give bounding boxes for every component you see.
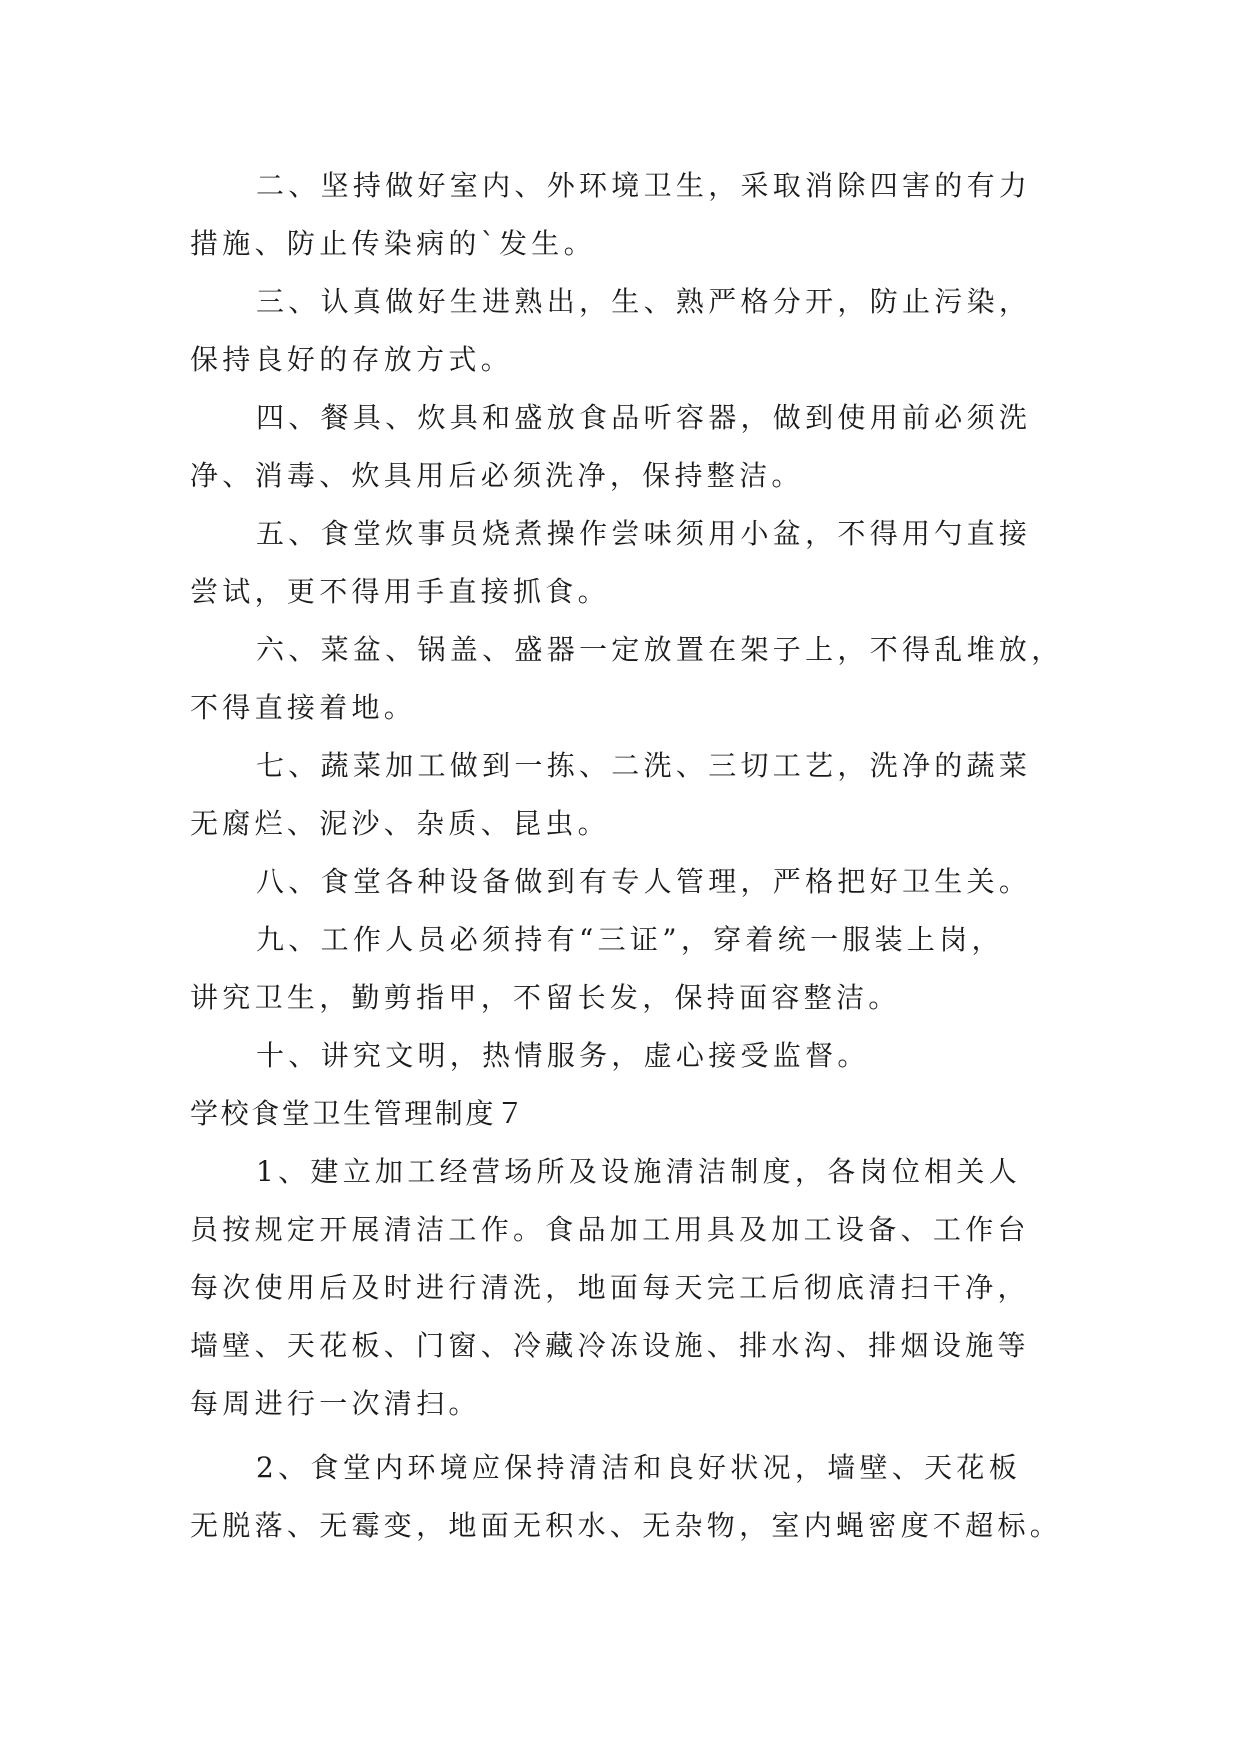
- text-line: 九、工作人员必须持有“三证”，穿着统一服装上岗，: [256, 923, 1004, 956]
- section-paragraph-2: [190, 1439, 1063, 1555]
- section-title: 学校食堂卫生管理制度７: [190, 1097, 527, 1130]
- text-line: 五、食堂炊事员烧煮操作尝味须用小盆，不得用勺直接: [256, 517, 1032, 550]
- rule-paragraph-3: [190, 273, 1055, 389]
- text-line: 四、餐具、炊具和盛放食品听容器，做到使用前必须洗: [256, 401, 1032, 434]
- rule-paragraph-9: [190, 911, 1055, 1027]
- text-line: 三、认真做好生进熟出，生、熟严格分开，防止污染，: [256, 285, 1032, 318]
- text-line: 不得直接着地。: [190, 691, 417, 724]
- text-line: 八、食堂各种设备做到有专人管理，严格把好卫生关。: [256, 865, 1032, 898]
- text-line: 无腐烂、泥沙、杂质、昆虫。: [190, 807, 610, 840]
- text-line: 无脱落、无霉变，地面无积水、无杂物，室内蝇密度不超标。: [190, 1509, 1063, 1542]
- text-line: 每次使用后及时进行清洗，地面每天完工后彻底清扫干净，: [190, 1271, 1030, 1304]
- text-line: 十、讲究文明，热情服务，虚心接受监督。: [256, 1039, 870, 1072]
- text-line: 七、蔬菜加工做到一拣、二洗、三切工艺，洗净的蔬菜: [256, 749, 1032, 782]
- text-line: 措施、防止传染病的`发生。: [190, 227, 596, 260]
- text-line: 墙壁、天花板、门窗、冷藏冷冻设施、排水沟、排烟设施等: [190, 1329, 1030, 1362]
- text-line: 每周进行一次清扫。: [190, 1387, 481, 1420]
- document-body: [190, 157, 1064, 1555]
- text-line: 2、食堂内环境应保持清洁和良好状况，墙壁、天花板: [256, 1451, 1022, 1484]
- text-line: 六、菜盆、锅盖、盛器一定放置在架子上，不得乱堆放，: [256, 633, 1064, 666]
- text-line: 净、消毒、炊具用后必须洗净，保持整洁。: [190, 459, 804, 492]
- text-line: 员按规定开展清洁工作。食品加工用具及加工设备、工作台: [190, 1213, 1030, 1246]
- text-line: 尝试，更不得用手直接抓食。: [190, 575, 610, 608]
- text-line: 二、坚持做好室内、外环境卫生，采取消除四害的有力: [256, 169, 1032, 202]
- text-line: 1、建立加工经营场所及设施清洁制度，各岗位相关人: [256, 1155, 1022, 1188]
- rule-paragraph-2: [190, 157, 1055, 273]
- rule-paragraph-7: [190, 737, 1055, 853]
- text-line: 保持良好的存放方式。: [190, 343, 514, 376]
- rule-paragraph-4: [190, 389, 1055, 505]
- text-line: 讲究卫生，勤剪指甲，不留长发，保持面容整洁。: [190, 981, 901, 1014]
- rule-paragraph-6: [190, 621, 1064, 737]
- section-paragraph-1: [190, 1143, 1055, 1433]
- rule-paragraph-8: [190, 853, 1055, 911]
- rule-paragraph-10: [190, 1027, 1055, 1085]
- rule-paragraph-5: [190, 505, 1055, 621]
